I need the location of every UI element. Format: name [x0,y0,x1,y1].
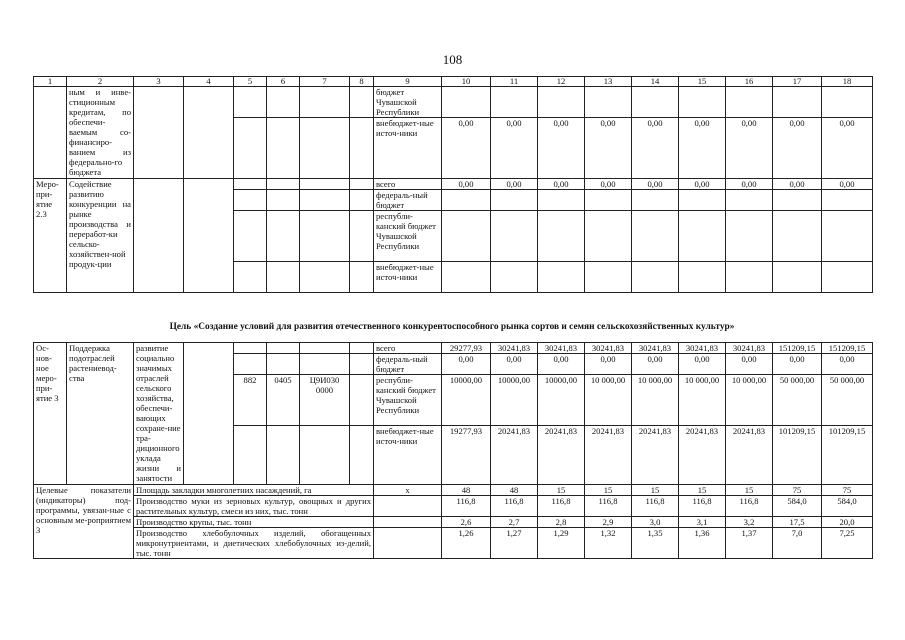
value-cell: 3,0 [632,517,679,528]
column-number: 7 [300,77,350,87]
value-cell: 116,8 [442,496,491,517]
value-cell: 10 000,00 [726,375,773,426]
indicator-unit-cell [374,528,442,559]
indicator-unit-cell [374,517,442,528]
value-cell: 1,37 [726,528,773,559]
value-cell: 0,00 [442,354,491,375]
budget-table-part2 [33,342,873,559]
value-cell: 0,00 [538,179,585,190]
value-cell: 10000,00 [491,375,538,426]
value-cell: 15 [726,485,773,496]
value-cell: 7,25 [822,528,873,559]
column-number: 15 [679,77,726,87]
value-cell: 2,9 [585,517,632,528]
value-cell: 15 [585,485,632,496]
funding-source-cell: всего [374,343,442,354]
value-cell: 0,00 [632,354,679,375]
value-cell: 0,00 [538,354,585,375]
funding-source-cell: федераль-ный бюджет [374,190,442,211]
column-number: 12 [538,77,585,87]
funding-source-cell: федераль-ный бюджет [374,354,442,375]
column-number-row [34,77,873,87]
column-number: 13 [585,77,632,87]
value-cell: 0,00 [442,118,491,179]
indicator-unit-cell: х [374,485,442,496]
measure-name-cell: ным и инве-стиционным кредитам, по обеспечи-ваемым со-финансиро-ванием из федерально-го бюджета [67,87,134,179]
value-cell: 0,00 [585,179,632,190]
column-number: 3 [134,77,184,87]
measure-number-cell: Меро-при-ятие 2.3 [34,179,67,293]
value-cell: 101209,15 [822,426,873,485]
value-cell: 0,00 [773,354,822,375]
value-cell: 30241,83 [679,343,726,354]
table-row [34,87,873,118]
column-number: 17 [773,77,822,87]
value-cell: 116,8 [491,496,538,517]
value-cell: 0,00 [585,118,632,179]
value-cell: 0,00 [632,179,679,190]
code-cell: 0405 [267,375,300,426]
value-cell: 584,0 [822,496,873,517]
value-cell: 20,0 [822,517,873,528]
value-cell: 20241,83 [538,426,585,485]
value-cell: 0,00 [679,354,726,375]
value-cell: 584,0 [773,496,822,517]
value-cell: 30241,83 [585,343,632,354]
value-cell: 0,00 [442,179,491,190]
column-number: 6 [267,77,300,87]
value-cell: 10000,00 [538,375,585,426]
measure-description-cell: развитие социально значимых отраслей сельского хозяйства, обеспечи-вающих сохране-ние тра-диционного уклада жизни и занятости [134,343,184,485]
column-number: 16 [726,77,773,87]
value-cell: 116,8 [632,496,679,517]
indicator-unit-cell [374,496,442,517]
column-number: 11 [491,77,538,87]
value-cell: 50 000,00 [773,375,822,426]
value-cell: 116,8 [585,496,632,517]
measure-name-cell: Поддержка подотраслей растениевод-ства [67,343,134,485]
funding-source-cell: внебюджет-ные источ-ники [374,426,442,485]
value-cell: 116,8 [538,496,585,517]
value-cell: 7,0 [773,528,822,559]
value-cell: 2,6 [442,517,491,528]
value-cell: 15 [538,485,585,496]
value-cell: 0,00 [491,179,538,190]
value-cell: 151209,15 [773,343,822,354]
value-cell: 0,00 [679,118,726,179]
column-number: 2 [67,77,134,87]
value-cell: 0,00 [679,179,726,190]
funding-source-cell: республи-канский бюджет Чувашской Республики [374,211,442,262]
value-cell: 1,35 [632,528,679,559]
value-cell: 15 [632,485,679,496]
value-cell: 30241,83 [632,343,679,354]
funding-source-cell: всего [374,179,442,190]
code-cell: 882 [234,375,267,426]
value-cell: 20241,83 [491,426,538,485]
measure-number-cell: Ос-нов-ное меро-при-ятие 3 [34,343,67,485]
funding-source-cell: бюджет Чувашской Республики [374,87,442,118]
page-number: 108 [442,52,463,67]
value-cell: 30241,83 [538,343,585,354]
column-number: 9 [374,77,442,87]
value-cell: 0,00 [773,118,822,179]
indicator-name-cell: Производство муки из зерновых культур, овощных и других растительных культур, смеси из них, тыс. тонн [134,496,374,517]
value-cell: 75 [822,485,873,496]
column-number: 10 [442,77,491,87]
value-cell: 50 000,00 [822,375,873,426]
value-cell: 0,00 [632,118,679,179]
budget-table-part1 [33,76,873,293]
value-cell: 19277,93 [442,426,491,485]
value-cell: 116,8 [679,496,726,517]
value-cell: 10 000,00 [632,375,679,426]
value-cell: 10 000,00 [679,375,726,426]
funding-source-cell: республи-канский бюджет Чувашской Республики [374,375,442,426]
value-cell: 3,1 [679,517,726,528]
measure-name-cell: Содействие развитию конкуренции на рынке производства и переработ-ки сельско-хозяйствен-ной продук-ции [67,179,134,293]
value-cell: 0,00 [585,354,632,375]
value-cell: 0,00 [491,118,538,179]
value-cell: 0,00 [773,179,822,190]
indicators-label-cell: Целевые показатели (индикаторы) под-программы, увязан-ные с основным ме-роприятием 3 [34,485,134,559]
value-cell: 20241,83 [632,426,679,485]
value-cell: 75 [773,485,822,496]
value-cell: 3,2 [726,517,773,528]
column-number: 1 [34,77,67,87]
value-cell: 0,00 [726,354,773,375]
value-cell: 151209,15 [822,343,873,354]
value-cell: 15 [679,485,726,496]
value-cell: 1,29 [538,528,585,559]
value-cell: 0,00 [491,354,538,375]
value-cell: 17,5 [773,517,822,528]
value-cell: 29277,93 [442,343,491,354]
value-cell: 1,27 [491,528,538,559]
value-cell: 0,00 [538,118,585,179]
indicator-row [34,485,873,496]
value-cell: 0,00 [822,179,873,190]
indicator-row [34,528,873,559]
indicator-name-cell: Площадь закладки многолетних насаждений, га [134,485,374,496]
value-cell: 20241,83 [585,426,632,485]
table-row [34,179,873,190]
indicator-name-cell: Производство хлебобулочных изделий, обогащенных микронутриентами, и диетических хлебобулочных из-делий, тыс. тонн [134,528,374,559]
value-cell: 1,26 [442,528,491,559]
value-cell: 0,00 [822,118,873,179]
value-cell: 0,00 [822,354,873,375]
value-cell: 116,8 [726,496,773,517]
column-number: 8 [350,77,374,87]
value-cell: 10000,00 [442,375,491,426]
funding-source-cell: внебюджет-ные источ-ники [374,262,442,293]
value-cell: 10 000,00 [585,375,632,426]
value-cell: 0,00 [726,118,773,179]
indicator-row [34,496,873,517]
column-number: 4 [184,77,234,87]
goal-heading: Цель «Создание условий для развития отечественного конкурентоспособного рынка сортов и семян сельскохозяйственных культур» [169,322,735,332]
value-cell: 1,36 [679,528,726,559]
table-row [34,343,873,354]
indicator-row [34,517,873,528]
indicator-name-cell: Производство крупы, тыс. тонн [134,517,374,528]
value-cell: 2,8 [538,517,585,528]
value-cell: 30241,83 [726,343,773,354]
column-number: 14 [632,77,679,87]
value-cell: 48 [491,485,538,496]
value-cell: 0,00 [726,179,773,190]
column-number: 5 [234,77,267,87]
value-cell: 2,7 [491,517,538,528]
value-cell: 48 [442,485,491,496]
value-cell: 101209,15 [773,426,822,485]
funding-source-cell: внебюджет-ные источ-ники [374,118,442,179]
code-cell: Ц9И030 0000 [300,375,350,426]
value-cell: 30241,83 [491,343,538,354]
value-cell: 20241,83 [726,426,773,485]
value-cell: 1,32 [585,528,632,559]
column-number: 18 [822,77,873,87]
value-cell: 20241,83 [679,426,726,485]
